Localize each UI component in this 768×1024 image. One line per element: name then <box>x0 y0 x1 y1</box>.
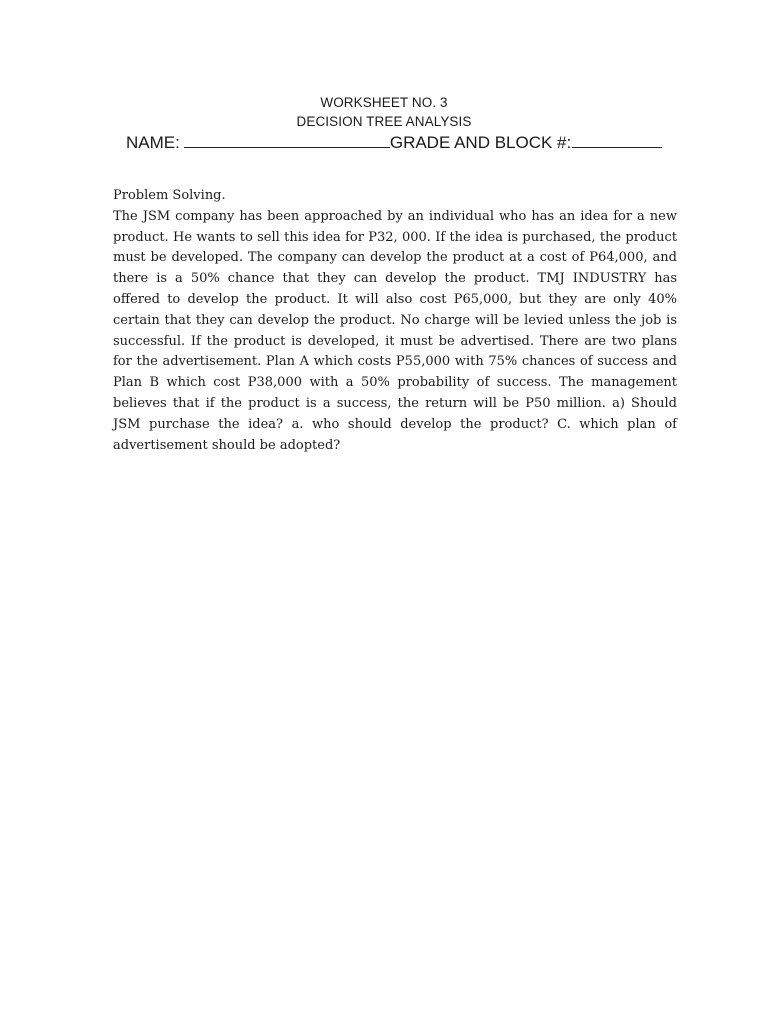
worksheet-title: WORKSHEET NO. 3 <box>320 95 448 110</box>
worksheet-subtitle: DECISION TREE ANALYSIS <box>296 114 472 129</box>
grade-block-label: GRADE AND BLOCK #: <box>389 133 572 152</box>
name-blank[interactable] <box>184 133 390 148</box>
grade-block-blank[interactable] <box>572 133 662 148</box>
problem-section <box>113 186 677 456</box>
name-grade-line <box>126 133 656 153</box>
problem-heading: Problem Solving. <box>113 188 226 203</box>
problem-text: The JSM company has been approached by an individual who has an idea for a new product. He wants to sell this idea for P32, 000. If the idea is purchased, the product must be developed. The company can develop the product at a cost of P64,000, and there is a 50% chance that they can develop the product. TMJ INDUSTRY has offered to develop the product. It will also cost P65,000, but they are only 40% certain that they can develop the product. No charge will be levied unless the job is successful. If the product is developed, it must be advertised. There are two plans for the advertisement. Plan A which costs P55,000 with 75% chances of success and Plan B which cost P38,000 with a 50% probability of success. The management believes that if the product is a success, the return will be P50 million. a) Should JSM purchase the idea? a. who should develop the product? C. which plan of advertisement should be adopted? <box>113 208 677 453</box>
name-label: NAME: <box>126 133 180 152</box>
